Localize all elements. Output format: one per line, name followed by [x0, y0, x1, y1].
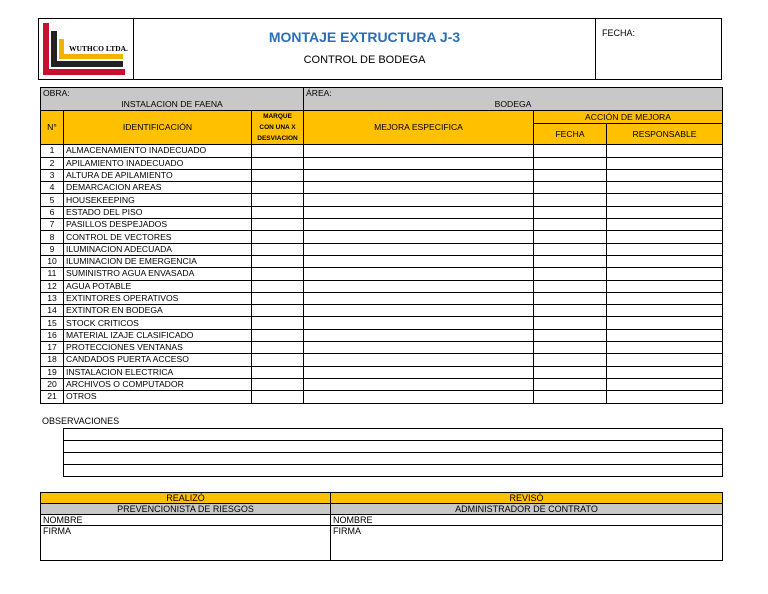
row-fecha-cell[interactable]: [534, 378, 607, 390]
row-identificacion: MATERIAL IZAJE CLASIFICADO: [64, 329, 252, 341]
row-number: 2: [41, 157, 64, 169]
checklist-row: [41, 354, 723, 366]
row-responsable-cell[interactable]: [607, 231, 723, 243]
row-number: 13: [41, 292, 64, 304]
row-number: 7: [41, 219, 64, 231]
row-fecha-cell[interactable]: [534, 391, 607, 403]
form-header: [38, 18, 722, 80]
fecha-field[interactable]: [595, 19, 722, 79]
row-marque-cell[interactable]: [252, 378, 304, 390]
row-marque-cell[interactable]: [252, 243, 304, 255]
row-fecha-cell[interactable]: [534, 317, 607, 329]
row-marque-cell[interactable]: [252, 329, 304, 341]
signature-header-row: [41, 493, 723, 504]
row-mejora-cell[interactable]: [304, 219, 534, 231]
row-responsable-cell[interactable]: [607, 194, 723, 206]
checklist-row: [41, 145, 723, 157]
row-mejora-cell[interactable]: [304, 231, 534, 243]
observaciones-line[interactable]: [64, 453, 723, 465]
row-fecha-cell[interactable]: [534, 255, 607, 267]
fecha-label: FECHA:: [602, 28, 636, 38]
row-responsable-cell[interactable]: [607, 378, 723, 390]
column-header-row: [41, 111, 723, 124]
row-mejora-cell[interactable]: [304, 182, 534, 194]
row-number: 10: [41, 255, 64, 267]
row-fecha-cell[interactable]: [534, 169, 607, 181]
observaciones-label: OBSERVACIONES: [42, 416, 120, 426]
row-identificacion: PASILLOS DESPEJADOS: [64, 219, 252, 231]
row-identificacion: EXTINTORES OPERATIVOS: [64, 292, 252, 304]
row-identificacion: INSTALACION ELECTRICA: [64, 366, 252, 378]
row-fecha-cell[interactable]: [534, 292, 607, 304]
checklist-row: [41, 243, 723, 255]
checklist-rows: [41, 145, 723, 403]
row-mejora-cell[interactable]: [304, 354, 534, 366]
row-identificacion: CONTROL DE VECTORES: [64, 231, 252, 243]
row-number: 15: [41, 317, 64, 329]
row-fecha-cell[interactable]: [534, 366, 607, 378]
row-mejora-cell[interactable]: [304, 145, 534, 157]
row-fecha-cell[interactable]: [534, 219, 607, 231]
checklist-row: [41, 157, 723, 169]
row-fecha-cell[interactable]: [534, 305, 607, 317]
row-responsable-cell[interactable]: [607, 206, 723, 218]
checklist-row: [41, 342, 723, 354]
row-mejora-cell[interactable]: [304, 169, 534, 181]
row-mejora-cell[interactable]: [304, 329, 534, 341]
checklist-row: [41, 194, 723, 206]
row-fecha-cell[interactable]: [534, 231, 607, 243]
checklist-row: [41, 169, 723, 181]
col-accion: ACCIÓN DE MEJORA: [534, 111, 723, 124]
row-fecha-cell[interactable]: [534, 206, 607, 218]
col-responsable: RESPONSABLE: [607, 123, 723, 144]
row-mejora-cell[interactable]: [304, 342, 534, 354]
row-identificacion: AGUA POTABLE: [64, 280, 252, 292]
row-marque-cell[interactable]: [252, 219, 304, 231]
row-number: 21: [41, 391, 64, 403]
checklist-row: [41, 231, 723, 243]
row-responsable-cell[interactable]: [607, 342, 723, 354]
observaciones-line[interactable]: [64, 429, 723, 441]
row-responsable-cell[interactable]: [607, 366, 723, 378]
area-label: ÁREA:: [304, 88, 723, 100]
obra-label: OBRA:: [41, 88, 304, 100]
row-marque-cell[interactable]: [252, 366, 304, 378]
col-num: N°: [41, 111, 64, 145]
realizo-firma-field[interactable]: FIRMA: [41, 526, 331, 561]
row-responsable-cell[interactable]: [607, 145, 723, 157]
row-mejora-cell[interactable]: [304, 366, 534, 378]
logo-stripes-icon: [39, 19, 134, 79]
company-logo: [39, 19, 134, 79]
signature-table: [40, 492, 723, 561]
row-mejora-cell[interactable]: [304, 255, 534, 267]
row-number: 3: [41, 169, 64, 181]
row-marque-cell[interactable]: [252, 231, 304, 243]
realizo-role: PREVENCIONISTA DE RIESGOS: [41, 504, 331, 515]
observaciones-box[interactable]: [63, 428, 723, 477]
row-fecha-cell[interactable]: [534, 243, 607, 255]
obra-area-row: [41, 88, 723, 100]
row-responsable-cell[interactable]: [607, 243, 723, 255]
checklist-row: [41, 366, 723, 378]
row-responsable-cell[interactable]: [607, 280, 723, 292]
row-identificacion: STOCK CRITICOS: [64, 317, 252, 329]
reviso-firma-field[interactable]: FIRMA: [331, 526, 723, 561]
row-fecha-cell[interactable]: [534, 280, 607, 292]
row-number: 5: [41, 194, 64, 206]
row-responsable-cell[interactable]: [607, 268, 723, 280]
col-marque: [252, 111, 304, 145]
row-number: 4: [41, 182, 64, 194]
observaciones-line[interactable]: [64, 465, 723, 477]
row-fecha-cell[interactable]: [534, 268, 607, 280]
obra-area-values-row: [41, 99, 723, 111]
row-mejora-cell[interactable]: [304, 305, 534, 317]
row-identificacion: ILUMINACION ADECUADA: [64, 243, 252, 255]
row-responsable-cell[interactable]: [607, 219, 723, 231]
form-title: MONTAJE EXTRUCTURA J-3: [268, 29, 461, 45]
row-responsable-cell[interactable]: [607, 329, 723, 341]
row-fecha-cell[interactable]: [534, 354, 607, 366]
row-number: 19: [41, 366, 64, 378]
row-responsable-cell[interactable]: [607, 354, 723, 366]
row-marque-cell[interactable]: [252, 268, 304, 280]
realizo-nombre-field[interactable]: NOMBRE: [41, 515, 331, 526]
row-marque-cell[interactable]: [252, 354, 304, 366]
row-number: 12: [41, 280, 64, 292]
row-responsable-cell[interactable]: [607, 292, 723, 304]
row-number: 9: [41, 243, 64, 255]
row-marque-cell[interactable]: [252, 317, 304, 329]
row-identificacion: SUMINISTRO AGUA ENVASADA: [64, 268, 252, 280]
row-number: 6: [41, 206, 64, 218]
realizo-label: REALIZÓ: [41, 493, 331, 504]
row-identificacion: CANDADOS PUERTA ACCESO: [64, 354, 252, 366]
row-identificacion: ILUMINACION DE EMERGENCIA: [64, 255, 252, 267]
row-identificacion: APILAMIENTO INADECUADO: [64, 157, 252, 169]
col-mejora: MEJORA ESPECIFICA: [304, 111, 534, 145]
signature-firma-row[interactable]: [41, 526, 723, 561]
reviso-role: ADMINISTRADOR DE CONTRATO: [331, 504, 723, 515]
row-mejora-cell[interactable]: [304, 280, 534, 292]
row-marque-cell[interactable]: [252, 292, 304, 304]
row-responsable-cell[interactable]: [607, 169, 723, 181]
row-marque-cell[interactable]: [252, 391, 304, 403]
row-identificacion: PROTECCIONES VENTANAS: [64, 342, 252, 354]
row-mejora-cell[interactable]: [304, 391, 534, 403]
col-identificacion: IDENTIFICACIÓN: [64, 111, 252, 145]
checklist-row: [41, 317, 723, 329]
row-number: 20: [41, 378, 64, 390]
svg-text:WUTHCO LTDA.: WUTHCO LTDA.: [69, 44, 128, 53]
row-number: 14: [41, 305, 64, 317]
row-number: 1: [41, 145, 64, 157]
row-number: 16: [41, 329, 64, 341]
checklist-row: [41, 329, 723, 341]
row-marque-cell[interactable]: [252, 194, 304, 206]
row-identificacion: ALTURA DE APILAMIENTO: [64, 169, 252, 181]
signature-role-row: [41, 504, 723, 515]
row-identificacion: EXTINTOR EN BODEGA: [64, 305, 252, 317]
row-responsable-cell[interactable]: [607, 182, 723, 194]
row-identificacion: ARCHIVOS O COMPUTADOR: [64, 378, 252, 390]
row-mejora-cell[interactable]: [304, 243, 534, 255]
row-fecha-cell[interactable]: [534, 182, 607, 194]
col-marque-line3: DESVIACION: [257, 135, 298, 143]
checklist-row: [41, 255, 723, 267]
col-fecha: FECHA: [534, 123, 607, 144]
row-responsable-cell[interactable]: [607, 157, 723, 169]
row-marque-cell[interactable]: [252, 182, 304, 194]
row-number: 18: [41, 354, 64, 366]
obra-value: INSTALACION DE FAENA: [41, 99, 304, 111]
checklist-row: [41, 268, 723, 280]
row-mejora-cell[interactable]: [304, 268, 534, 280]
checklist-row: [41, 391, 723, 403]
row-identificacion: HOUSEKEEPING: [64, 194, 252, 206]
area-value: BODEGA: [304, 99, 723, 111]
row-mejora-cell[interactable]: [304, 317, 534, 329]
signature-nombre-row[interactable]: [41, 515, 723, 526]
row-mejora-cell[interactable]: [304, 292, 534, 304]
row-mejora-cell[interactable]: [304, 378, 534, 390]
row-identificacion: ESTADO DEL PISO: [64, 206, 252, 218]
row-marque-cell[interactable]: [252, 169, 304, 181]
checklist-table: [40, 87, 723, 404]
row-number: 11: [41, 268, 64, 280]
row-fecha-cell[interactable]: [534, 342, 607, 354]
row-marque-cell[interactable]: [252, 342, 304, 354]
row-responsable-cell[interactable]: [607, 305, 723, 317]
row-marque-cell[interactable]: [252, 145, 304, 157]
checklist-row: [41, 292, 723, 304]
col-marque-line2: CON UNA X: [259, 124, 296, 132]
row-identificacion: DEMARCACION AREAS: [64, 182, 252, 194]
checklist-row: [41, 305, 723, 317]
row-fecha-cell[interactable]: [534, 145, 607, 157]
row-responsable-cell[interactable]: [607, 255, 723, 267]
checklist-row: [41, 219, 723, 231]
reviso-label: REVISÓ: [331, 493, 723, 504]
row-fecha-cell[interactable]: [534, 329, 607, 341]
row-fecha-cell[interactable]: [534, 157, 607, 169]
row-mejora-cell[interactable]: [304, 157, 534, 169]
row-responsable-cell[interactable]: [607, 317, 723, 329]
form-subtitle: CONTROL DE BODEGA: [303, 54, 426, 66]
row-marque-cell[interactable]: [252, 206, 304, 218]
row-marque-cell[interactable]: [252, 157, 304, 169]
row-marque-cell[interactable]: [252, 280, 304, 292]
checklist-row: [41, 280, 723, 292]
row-number: 8: [41, 231, 64, 243]
reviso-nombre-field[interactable]: NOMBRE: [331, 515, 723, 526]
row-number: 17: [41, 342, 64, 354]
row-marque-cell[interactable]: [252, 255, 304, 267]
row-identificacion: OTROS: [64, 391, 252, 403]
observaciones-line[interactable]: [64, 441, 723, 453]
title-area: [134, 19, 595, 79]
row-fecha-cell[interactable]: [534, 194, 607, 206]
checklist-row: [41, 378, 723, 390]
col-marque-line1: MARQUE: [263, 113, 292, 121]
row-mejora-cell[interactable]: [304, 194, 534, 206]
checklist-row: [41, 206, 723, 218]
row-marque-cell[interactable]: [252, 305, 304, 317]
row-identificacion: ALMACENAMIENTO INADECUADO: [64, 145, 252, 157]
checklist-row: [41, 182, 723, 194]
row-mejora-cell[interactable]: [304, 206, 534, 218]
row-responsable-cell[interactable]: [607, 391, 723, 403]
